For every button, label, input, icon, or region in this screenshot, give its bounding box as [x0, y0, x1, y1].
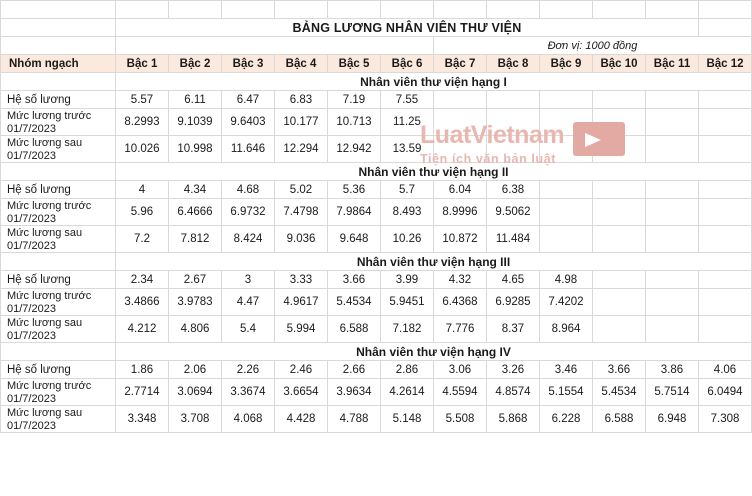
empty-cell [1, 37, 116, 55]
value-cell: 4.806 [169, 316, 222, 343]
row-label-line2: 01/7/2023 [7, 392, 56, 405]
empty-cell [328, 1, 381, 19]
value-cell: 9.6403 [222, 109, 275, 136]
row-label: Hệ số lương [1, 181, 116, 199]
value-cell [699, 91, 752, 109]
column-header: Bậc 4 [275, 55, 328, 73]
value-cell: 10.026 [116, 136, 169, 163]
empty-cell [646, 1, 699, 19]
value-cell: 11.646 [222, 136, 275, 163]
value-cell: 6.04 [434, 181, 487, 199]
value-cell: 2.26 [222, 361, 275, 379]
value-cell: 10.26 [381, 226, 434, 253]
value-cell: 7.812 [169, 226, 222, 253]
row-label-line1: Mức lương sau [7, 227, 83, 239]
value-cell [487, 91, 540, 109]
value-cell: 5.994 [275, 316, 328, 343]
value-cell [646, 316, 699, 343]
value-cell [699, 136, 752, 163]
value-cell: 4.47 [222, 289, 275, 316]
value-cell: 5.02 [275, 181, 328, 199]
value-cell [434, 109, 487, 136]
value-cell [646, 109, 699, 136]
group-header-row [1, 163, 752, 181]
value-cell: 5.7514 [646, 379, 699, 406]
value-cell: 4.34 [169, 181, 222, 199]
group-header-row [1, 253, 752, 271]
row-label-line2: 01/7/2023 [7, 302, 56, 315]
value-cell [540, 109, 593, 136]
row-label-line1: Mức lương trước [7, 380, 92, 392]
value-cell: 6.38 [487, 181, 540, 199]
value-cell: 6.948 [646, 406, 699, 433]
document-title-row [1, 19, 752, 37]
value-cell: 3 [222, 271, 275, 289]
value-cell: 3.9783 [169, 289, 222, 316]
value-cell [487, 109, 540, 136]
value-cell: 9.5062 [487, 199, 540, 226]
value-cell: 11.25 [381, 109, 434, 136]
value-cell: 7.55 [381, 91, 434, 109]
data-row [1, 136, 752, 163]
value-cell: 6.4368 [434, 289, 487, 316]
value-cell: 7.308 [699, 406, 752, 433]
row-label [1, 109, 116, 136]
value-cell: 3.0694 [169, 379, 222, 406]
value-cell: 2.46 [275, 361, 328, 379]
value-cell: 7.4798 [275, 199, 328, 226]
value-cell: 5.868 [487, 406, 540, 433]
value-cell: 10.872 [434, 226, 487, 253]
value-cell: 4.212 [116, 316, 169, 343]
data-row [1, 199, 752, 226]
column-header: Bậc 2 [169, 55, 222, 73]
value-cell [434, 136, 487, 163]
row-label-line2: 01/7/2023 [7, 419, 56, 432]
value-cell: 2.34 [116, 271, 169, 289]
value-cell [540, 91, 593, 109]
column-header: Bậc 12 [699, 55, 752, 73]
data-row [1, 91, 752, 109]
empty-cell [116, 37, 434, 55]
value-cell [699, 271, 752, 289]
empty-cell [487, 1, 540, 19]
value-cell: 6.0494 [699, 379, 752, 406]
value-cell [540, 136, 593, 163]
value-cell: 8.964 [540, 316, 593, 343]
row-label-line1: Mức lương trước [7, 110, 92, 122]
row-label-line2: 01/7/2023 [7, 239, 56, 252]
spacer-row [1, 1, 752, 19]
value-cell: 12.294 [275, 136, 328, 163]
group-title: Nhân viên thư viện hạng IV [116, 343, 752, 361]
value-cell: 5.36 [328, 181, 381, 199]
value-cell [540, 226, 593, 253]
value-cell: 6.588 [593, 406, 646, 433]
value-cell: 9.648 [328, 226, 381, 253]
empty-cell [1, 73, 116, 91]
empty-cell [1, 1, 116, 19]
value-cell: 3.33 [275, 271, 328, 289]
value-cell [646, 181, 699, 199]
value-cell: 4.68 [222, 181, 275, 199]
value-cell: 9.1039 [169, 109, 222, 136]
value-cell: 10.713 [328, 109, 381, 136]
value-cell: 3.4866 [116, 289, 169, 316]
value-cell [540, 199, 593, 226]
group-title: Nhân viên thư viện hạng II [116, 163, 752, 181]
table-header-row [1, 55, 752, 73]
value-cell: 7.2 [116, 226, 169, 253]
empty-cell [1, 253, 116, 271]
value-cell: 2.67 [169, 271, 222, 289]
value-cell [646, 271, 699, 289]
value-cell: 9.036 [275, 226, 328, 253]
value-cell: 2.86 [381, 361, 434, 379]
row-label [1, 226, 116, 253]
column-header: Bậc 10 [593, 55, 646, 73]
empty-cell [699, 1, 752, 19]
column-header: Bậc 1 [116, 55, 169, 73]
value-cell: 3.66 [328, 271, 381, 289]
value-cell [699, 289, 752, 316]
value-cell [593, 316, 646, 343]
value-cell: 6.9285 [487, 289, 540, 316]
value-cell: 3.66 [593, 361, 646, 379]
value-cell: 3.06 [434, 361, 487, 379]
value-cell: 8.493 [381, 199, 434, 226]
row-label [1, 199, 116, 226]
empty-cell [540, 1, 593, 19]
value-cell: 4 [116, 181, 169, 199]
value-cell [646, 226, 699, 253]
value-cell: 3.3674 [222, 379, 275, 406]
value-cell: 4.2614 [381, 379, 434, 406]
data-row [1, 181, 752, 199]
column-header: Bậc 6 [381, 55, 434, 73]
value-cell: 4.32 [434, 271, 487, 289]
data-row [1, 226, 752, 253]
value-cell: 1.86 [116, 361, 169, 379]
value-cell [646, 289, 699, 316]
row-label-line2: 01/7/2023 [7, 212, 56, 225]
value-cell [540, 181, 593, 199]
value-cell: 2.06 [169, 361, 222, 379]
data-row [1, 109, 752, 136]
value-cell: 11.484 [487, 226, 540, 253]
value-cell: 6.11 [169, 91, 222, 109]
value-cell: 5.148 [381, 406, 434, 433]
row-label [1, 289, 116, 316]
value-cell [593, 91, 646, 109]
value-cell [699, 109, 752, 136]
value-cell: 3.86 [646, 361, 699, 379]
value-cell: 3.348 [116, 406, 169, 433]
value-cell: 5.57 [116, 91, 169, 109]
row-label-line1: Mức lương sau [7, 317, 83, 329]
row-label-line2: 01/7/2023 [7, 329, 56, 342]
value-cell [593, 289, 646, 316]
value-cell: 5.1554 [540, 379, 593, 406]
data-row [1, 271, 752, 289]
data-row [1, 379, 752, 406]
value-cell: 5.4534 [328, 289, 381, 316]
value-cell: 5.7 [381, 181, 434, 199]
value-cell: 5.96 [116, 199, 169, 226]
row-label [1, 379, 116, 406]
value-cell: 3.99 [381, 271, 434, 289]
row-label-line2: 01/7/2023 [7, 149, 56, 162]
value-cell: 6.228 [540, 406, 593, 433]
row-label-line1: Mức lương trước [7, 290, 92, 302]
value-cell [646, 91, 699, 109]
value-cell [646, 199, 699, 226]
watermark-tagline: Tiện ích văn bản luật [420, 152, 557, 166]
value-cell: 7.4202 [540, 289, 593, 316]
unit-note: Đơn vị: 1000 đồng [434, 37, 752, 55]
empty-cell [381, 1, 434, 19]
value-cell: 4.8574 [487, 379, 540, 406]
value-cell: 3.46 [540, 361, 593, 379]
value-cell: 10.998 [169, 136, 222, 163]
column-header: Bậc 7 [434, 55, 487, 73]
value-cell: 4.5594 [434, 379, 487, 406]
empty-cell [1, 163, 116, 181]
row-label-line1: Mức lương trước [7, 200, 92, 212]
data-row [1, 406, 752, 433]
row-label-line1: Mức lương sau [7, 137, 83, 149]
value-cell [699, 199, 752, 226]
column-header: Bậc 8 [487, 55, 540, 73]
value-cell: 8.37 [487, 316, 540, 343]
row-label: Hệ số lương [1, 271, 116, 289]
column-header: Bậc 3 [222, 55, 275, 73]
value-cell: 3.9634 [328, 379, 381, 406]
value-cell [593, 109, 646, 136]
group-header-row [1, 73, 752, 91]
value-cell: 7.182 [381, 316, 434, 343]
data-row [1, 361, 752, 379]
row-label-line1: Mức lương sau [7, 407, 83, 419]
empty-cell [434, 1, 487, 19]
value-cell: 2.7714 [116, 379, 169, 406]
empty-cell [699, 19, 752, 37]
value-cell [699, 316, 752, 343]
empty-cell [275, 1, 328, 19]
group-title: Nhân viên thư viện hạng III [116, 253, 752, 271]
value-cell: 6.47 [222, 91, 275, 109]
value-cell [487, 136, 540, 163]
data-row [1, 289, 752, 316]
value-cell: 4.9617 [275, 289, 328, 316]
value-cell: 8.2993 [116, 109, 169, 136]
group-title: Nhân viên thư viện hạng I [116, 73, 752, 91]
empty-cell [169, 1, 222, 19]
value-cell [593, 226, 646, 253]
value-cell [593, 271, 646, 289]
value-cell: 8.9996 [434, 199, 487, 226]
unit-note-row [1, 37, 752, 55]
value-cell: 4.98 [540, 271, 593, 289]
row-label-line2: 01/7/2023 [7, 122, 56, 135]
value-cell: 5.508 [434, 406, 487, 433]
value-cell: 6.9732 [222, 199, 275, 226]
empty-cell [1, 343, 116, 361]
value-cell: 10.177 [275, 109, 328, 136]
value-cell: 3.26 [487, 361, 540, 379]
value-cell: 8.424 [222, 226, 275, 253]
value-cell: 4.068 [222, 406, 275, 433]
data-row [1, 316, 752, 343]
empty-cell [222, 1, 275, 19]
column-header: Bậc 11 [646, 55, 699, 73]
group-header-row [1, 343, 752, 361]
value-cell: 2.66 [328, 361, 381, 379]
value-cell [593, 136, 646, 163]
row-label [1, 316, 116, 343]
value-cell: 6.4666 [169, 199, 222, 226]
value-cell: 5.4 [222, 316, 275, 343]
value-cell: 13.59 [381, 136, 434, 163]
value-cell: 3.708 [169, 406, 222, 433]
watermark-brand: LuatVietnam [420, 121, 565, 149]
value-cell [646, 136, 699, 163]
column-header: Bậc 9 [540, 55, 593, 73]
value-cell: 7.9864 [328, 199, 381, 226]
row-label: Hệ số lương [1, 91, 116, 109]
column-header: Nhóm ngạch [1, 55, 116, 73]
row-label [1, 136, 116, 163]
value-cell: 4.06 [699, 361, 752, 379]
value-cell: 5.4534 [593, 379, 646, 406]
column-header: Bậc 5 [328, 55, 381, 73]
value-cell: 5.9451 [381, 289, 434, 316]
value-cell: 4.428 [275, 406, 328, 433]
empty-cell [1, 19, 116, 37]
value-cell: 4.65 [487, 271, 540, 289]
value-cell [699, 181, 752, 199]
value-cell: 12.942 [328, 136, 381, 163]
value-cell: 4.788 [328, 406, 381, 433]
value-cell: 3.6654 [275, 379, 328, 406]
empty-cell [116, 1, 169, 19]
row-label: Hệ số lương [1, 361, 116, 379]
empty-cell [593, 1, 646, 19]
value-cell [593, 181, 646, 199]
value-cell: 6.83 [275, 91, 328, 109]
value-cell [434, 91, 487, 109]
value-cell [699, 226, 752, 253]
page-title: BẢNG LƯƠNG NHÂN VIÊN THƯ VIỆN [116, 19, 699, 37]
value-cell: 7.776 [434, 316, 487, 343]
row-label [1, 406, 116, 433]
value-cell: 6.588 [328, 316, 381, 343]
value-cell [593, 199, 646, 226]
value-cell: 7.19 [328, 91, 381, 109]
